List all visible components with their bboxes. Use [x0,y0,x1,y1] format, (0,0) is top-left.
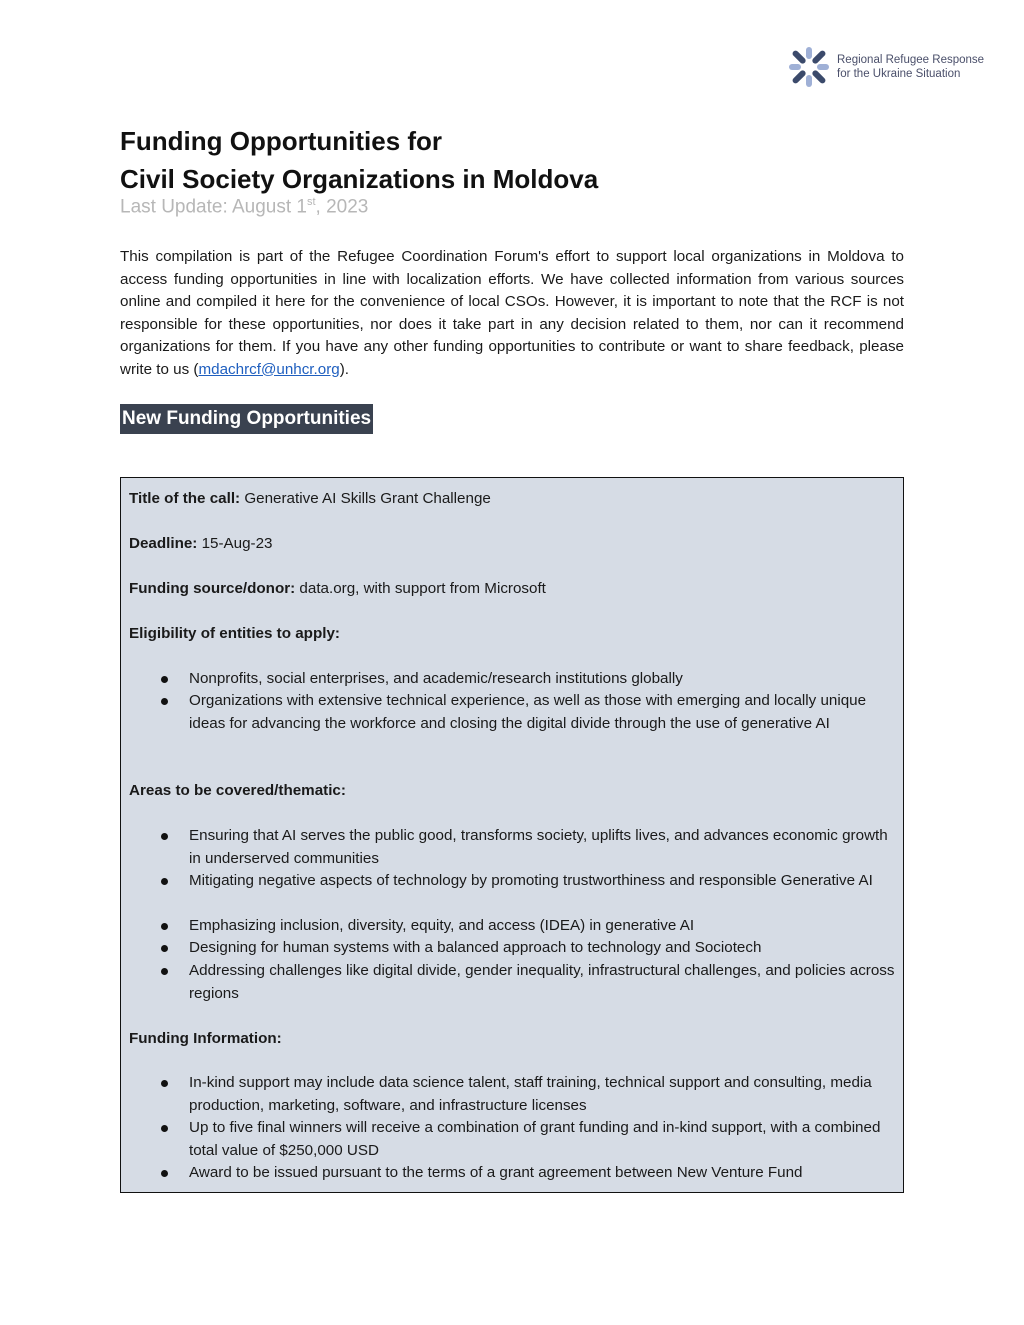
areas-item-4: Designing for human systems with a balanced approach to technology and Sociotech [189,939,762,956]
eligibility-heading [129,623,340,646]
bullet-icon [161,1170,168,1177]
funding-item-3: Award to be issued pursuant to the terms of a grant agreement between New Venture Fund [189,1164,803,1181]
update-prefix: Last Update: August 1 [120,196,307,218]
funding-source-label: Funding source/donor: [129,580,296,597]
list-item [189,937,895,960]
areas-item-5: Addressing challenges like digital divide, gender inequality, infrastructural challenges, and policies across regions [189,962,895,1002]
funding-source-row [129,578,546,601]
list-item [189,825,895,870]
bullet-icon [161,923,168,930]
areas-heading [129,780,346,803]
intro-paragraph [120,246,904,381]
list-item [189,690,895,735]
intro-text: This compilation is part of the Refugee Coordination Forum's effort to support local organizations in Moldova to access funding opportunities in line with localization efforts. We have collected information from various sources online and compiled it here for the convenience of local CSOs. However, it is important to note that the RCF is not responsible for these opportunities, nor does it take part in any decision related to them, nor can it recommend organizations for them. If you have any other funding opportunities to contribute or want to share feedback, please write to us ( [120,248,904,378]
call-title-label: Title of the call: [129,490,241,507]
funding-info-label: Funding Information: [129,1030,282,1047]
contact-email-link[interactable]: mdachrcf@unhcr.org [198,360,340,378]
areas-label: Areas to be covered/thematic: [129,782,346,799]
title-line-2: Civil Society Organizations in Moldova [120,164,599,194]
title-line-1: Funding Opportunities for [120,126,443,156]
update-suffix: , 2023 [315,196,369,218]
bullet-icon [161,945,168,952]
update-ordinal: st [306,196,316,208]
call-title-row [129,488,491,511]
areas-item-2: Mitigating negative aspects of technology by promoting trustworthiness and responsible Generative AI [189,872,873,889]
eligibility-label: Eligibility of entities to apply: [129,625,340,642]
eligibility-item-1: Nonprofits, social enterprises, and academic/research institutions globally [189,670,683,687]
list-item [189,870,895,893]
list-item [189,1072,895,1117]
bullet-icon [161,698,168,705]
eligibility-item-2: Organizations with extensive technical experience, as well as those with emerging and locally unique ideas for advancing the workforce and closing the digital divide through the use of generative AI [189,692,867,732]
last-update [120,196,368,218]
bullet-icon [161,968,168,975]
bullet-icon [161,1080,168,1087]
areas-item-3: Emphasizing inclusion, diversity, equity, and access (IDEA) in generative AI [189,917,695,934]
funding-info-heading [129,1028,282,1051]
list-item [189,1117,895,1162]
funding-item-1: In-kind support may include data science talent, staff training, technical support and consulting, media production, marketing, software, and infrastructure licenses [189,1074,872,1114]
bullet-icon [161,833,168,840]
rrp-star-logo-icon [785,43,833,91]
page-title [120,122,820,198]
section-heading: New Funding Opportunities [120,404,373,434]
list-item [189,668,895,691]
call-title-value: Generative AI Skills Grant Challenge [240,490,491,507]
list-item [189,1162,895,1185]
list-item [189,960,895,1005]
bullet-icon [161,676,168,683]
list-item [189,915,895,938]
funding-source-value: data.org, with support from Microsoft [295,580,546,597]
logo-line-1: Regional Refugee Response [837,54,985,66]
intro-after: ). [339,360,349,378]
logo-text [837,53,984,81]
funding-item-2: Up to five final winners will receive a combination of grant funding and in-kind support, with a combined total value of $250,000 USD [189,1119,881,1159]
deadline-value: 15-Aug-23 [197,535,273,552]
areas-item-1: Ensuring that AI serves the public good, transforms society, uplifts lives, and advances economic growth in underserved communities [189,827,888,867]
bullet-icon [161,878,168,885]
organization-logo [785,42,995,92]
deadline-label: Deadline: [129,535,198,552]
opportunity-card [120,477,904,1193]
bullet-icon [161,1125,168,1132]
logo-line-2: for the Ukraine Situation [837,68,961,80]
deadline-row [129,533,273,556]
